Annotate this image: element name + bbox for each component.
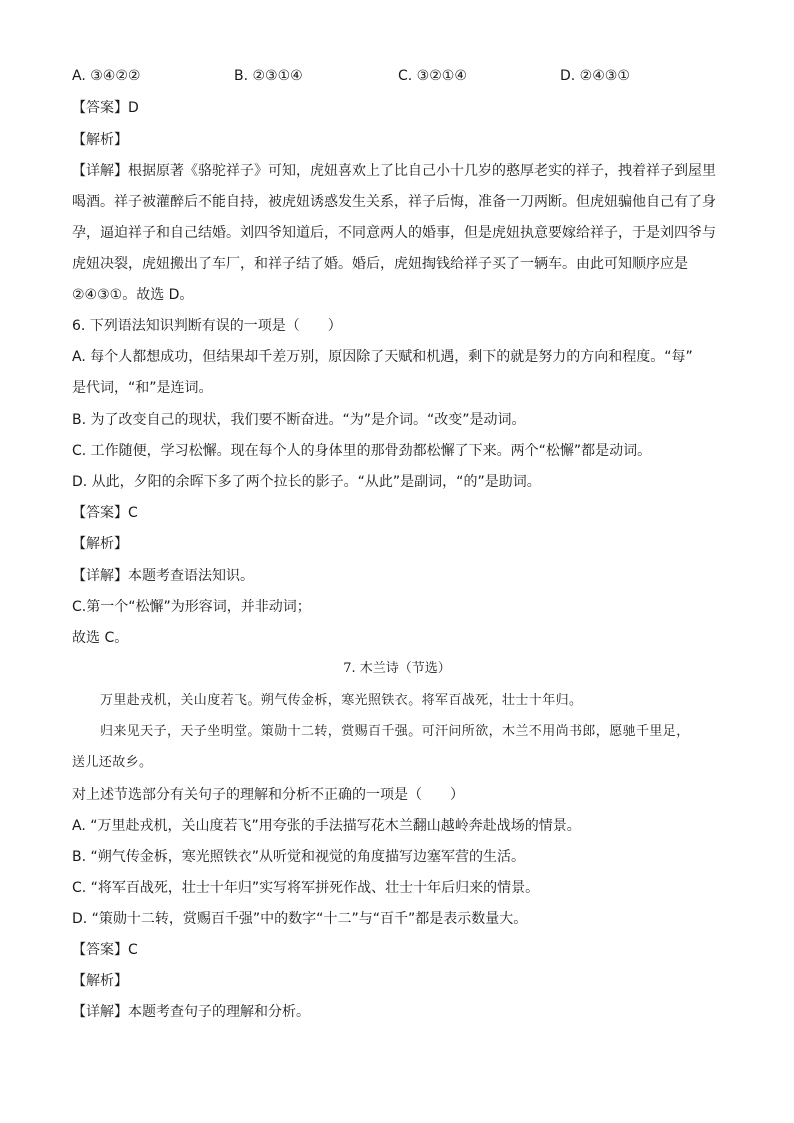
q5-option-a: A. ③④②② xyxy=(72,68,141,84)
q7-title: 7. 木兰诗（节选） xyxy=(343,661,451,676)
q7-poem-line: 归来见天子，天子坐明堂。策勋十二转，赏赐百千强。可汗问所欲，木兰不用尚书郎，愿驰千里足， xyxy=(100,724,690,739)
q5-answer: 【答案】D xyxy=(72,100,139,116)
q5-detail-line: 虎妞决裂，虎妞搬出了车厂，和祥子结了婚。婚后，虎妞掏钱给祥子买了一辆车。由此可知顺序应是 xyxy=(72,256,688,272)
q6-option-a-cont: 是代词，“和”是连词。 xyxy=(72,380,213,396)
q6-answer: 【答案】C xyxy=(72,505,138,521)
q7-poem-line: 万里赴戎机，关山度若飞。朔气传金柝，寒光照铁衣。将军百战死，壮士十年归。 xyxy=(100,693,583,708)
q7-option-c: C. “将军百战死，壮士十年归”实写将军拼死作战、壮士十年后归来的情景。 xyxy=(72,880,540,896)
q7-option-a: A. “万里赴戎机，关山度若飞”用夸张的手法描写花木兰翻山越岭奔赴战场的情景。 xyxy=(72,818,581,834)
q6-detail-line: C.第一个“松懈”为形容词，并非动词； xyxy=(72,599,311,615)
q5-option-c: C. ③②①④ xyxy=(398,68,467,84)
q7-option-d: D. “策勋十二转，赏赐百千强”中的数字“十二”与“百千”都是表示数量大。 xyxy=(72,911,528,927)
q7-stem: 对上述节选部分有关句子的理解和分析不正确的一项是（ ） xyxy=(72,787,464,803)
q6-option-a: A. 每个人都想成功，但结果却千差万别，原因除了天赋和机遇，剩下的就是努力的方向和程度。“每” xyxy=(72,349,693,365)
q5-analysis-label: 【解析】 xyxy=(72,132,128,148)
q7-answer: 【答案】C xyxy=(72,942,138,958)
q6-analysis-label: 【解析】 xyxy=(72,536,128,552)
q7-detail-line: 【详解】本题考查句子的理解和分析。 xyxy=(72,1004,310,1020)
q5-option-d: D. ②④③① xyxy=(560,68,630,84)
q6-option-b: B. 为了改变自己的现状，我们要不断奋进。“为”是介词。“改变”是动词。 xyxy=(72,412,526,428)
q6-stem: 6. 下列语法知识判断有误的一项是（ ） xyxy=(72,318,342,334)
q7-poem-line: 送儿还故乡。 xyxy=(72,755,153,770)
q6-option-d: D. 从此，夕阳的余晖下多了两个拉长的影子。“从此”是副词，“的”是助词。 xyxy=(72,474,541,490)
q6-option-c: C. 工作随便，学习松懈。现在每个人的身体里的那骨劲都松懈了下来。两个“松懈”都是动词。 xyxy=(72,443,652,459)
q5-detail-line: 孕，逼迫祥子和自己结婚。刘四爷知道后，不同意两人的婚事，但是虎妞执意要嫁给祥子，于是刘四爷与 xyxy=(72,225,716,241)
q5-detail-line: 喝酒。祥子被灌醉后不能自持，被虎妞诱惑发生关系，祥子后悔，准备一刀两断。但虎妞骗他自己有了身 xyxy=(72,194,716,210)
q5-options xyxy=(72,66,732,86)
q7-analysis-label: 【解析】 xyxy=(72,973,128,989)
q6-detail-line: 故选 C。 xyxy=(72,630,129,646)
q5-detail-line: 【详解】根据原著《骆驼祥子》可知，虎妞喜欢上了比自己小十几岁的憨厚老实的祥子，拽着祥子到屋里 xyxy=(72,163,716,179)
q6-detail-line: 【详解】本题考查语法知识。 xyxy=(72,568,254,584)
q5-detail-line: ②④③①。故选 D。 xyxy=(72,287,194,303)
q5-option-b: B. ②③①④ xyxy=(234,68,303,84)
q7-option-b: B. “朔气传金柝，寒光照铁衣”从听觉和视觉的角度描写边塞军营的生活。 xyxy=(72,849,526,865)
